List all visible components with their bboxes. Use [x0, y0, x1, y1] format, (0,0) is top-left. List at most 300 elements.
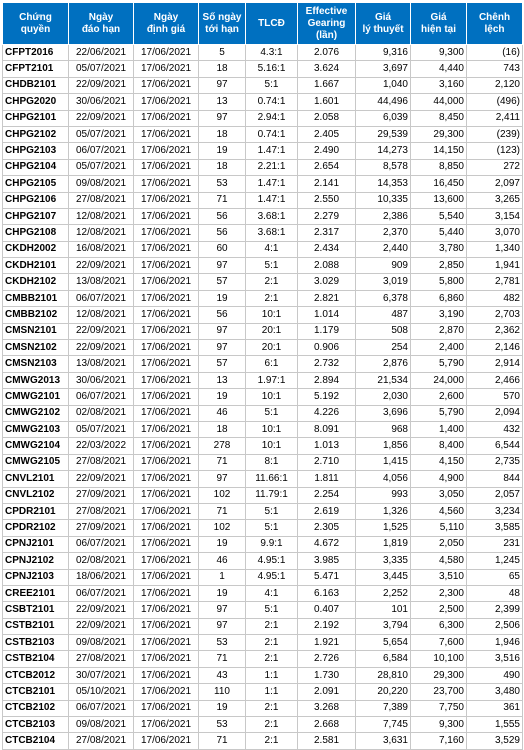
- cell-effective-gearing: 0.407: [298, 602, 356, 618]
- cell-effective-gearing: 1.014: [298, 307, 356, 323]
- table-row: [3, 684, 523, 700]
- cell-effective-gearing: 2.058: [298, 110, 356, 126]
- cell-days-to-maturity: 97: [199, 618, 246, 634]
- table-row: [3, 94, 523, 110]
- cell-difference: 3,154: [467, 208, 523, 224]
- cell-maturity-date: 30/06/2021: [69, 94, 134, 110]
- cell-conversion-ratio: 2:1: [246, 700, 298, 716]
- cell-conversion-ratio: 2:1: [246, 733, 298, 749]
- cell-conversion-ratio: 0.74:1: [246, 94, 298, 110]
- cell-warrant-code: CFPT2101: [3, 61, 69, 77]
- cell-theoretical-price: 8,578: [356, 159, 411, 175]
- cell-current-price: 2,400: [411, 340, 467, 356]
- cell-conversion-ratio: 11.66:1: [246, 471, 298, 487]
- cell-effective-gearing: 4.672: [298, 536, 356, 552]
- cell-conversion-ratio: 1.47:1: [246, 192, 298, 208]
- cell-effective-gearing: 3.624: [298, 61, 356, 77]
- cell-effective-gearing: 2.654: [298, 159, 356, 175]
- cell-warrant-code: CHDB2101: [3, 77, 69, 93]
- cell-days-to-maturity: 53: [199, 717, 246, 733]
- cell-maturity-date: 27/08/2021: [69, 454, 134, 470]
- cell-warrant-code: CHPG2106: [3, 192, 69, 208]
- cell-valuation-date: 17/06/2021: [134, 667, 199, 683]
- cell-warrant-code: CMWG2013: [3, 372, 69, 388]
- cell-difference: 2,781: [467, 274, 523, 290]
- cell-effective-gearing: 3.985: [298, 553, 356, 569]
- cell-current-price: 7,750: [411, 700, 467, 716]
- cell-theoretical-price: 1,525: [356, 520, 411, 536]
- cell-valuation-date: 17/06/2021: [134, 258, 199, 274]
- cell-difference: 3,070: [467, 225, 523, 241]
- cell-warrant-code: CTCB2012: [3, 667, 69, 683]
- table-row: [3, 717, 523, 733]
- cell-maturity-date: 27/08/2021: [69, 651, 134, 667]
- cell-current-price: 24,000: [411, 372, 467, 388]
- cell-current-price: 29,300: [411, 126, 467, 142]
- cell-warrant-code: CPNJ2102: [3, 553, 69, 569]
- cell-theoretical-price: 6,584: [356, 651, 411, 667]
- cell-effective-gearing: 2.710: [298, 454, 356, 470]
- cell-difference: (16): [467, 45, 523, 61]
- cell-current-price: 8,850: [411, 159, 467, 175]
- cell-days-to-maturity: 13: [199, 94, 246, 110]
- cell-current-price: 1,400: [411, 421, 467, 437]
- cell-warrant-code: CMSN2101: [3, 323, 69, 339]
- cell-effective-gearing: 5.471: [298, 569, 356, 585]
- cell-maturity-date: 27/08/2021: [69, 192, 134, 208]
- cell-valuation-date: 17/06/2021: [134, 356, 199, 372]
- header-current-price: Giá hiện tại: [411, 3, 467, 45]
- cell-theoretical-price: 3,019: [356, 274, 411, 290]
- cell-theoretical-price: 1,819: [356, 536, 411, 552]
- cell-days-to-maturity: 18: [199, 61, 246, 77]
- warrant-table-body: [3, 45, 523, 750]
- cell-effective-gearing: 2.254: [298, 487, 356, 503]
- cell-effective-gearing: 2.192: [298, 618, 356, 634]
- table-row: [3, 192, 523, 208]
- cell-maturity-date: 09/08/2021: [69, 176, 134, 192]
- cell-days-to-maturity: 46: [199, 553, 246, 569]
- table-row: [3, 651, 523, 667]
- cell-days-to-maturity: 19: [199, 585, 246, 601]
- cell-current-price: 9,300: [411, 45, 467, 61]
- cell-difference: 1,340: [467, 241, 523, 257]
- table-row: [3, 585, 523, 601]
- cell-current-price: 2,500: [411, 602, 467, 618]
- cell-days-to-maturity: 53: [199, 176, 246, 192]
- table-row: [3, 372, 523, 388]
- cell-warrant-code: CHPG2020: [3, 94, 69, 110]
- cell-maturity-date: 12/08/2021: [69, 208, 134, 224]
- cell-difference: 482: [467, 290, 523, 306]
- cell-difference: 432: [467, 421, 523, 437]
- cell-effective-gearing: 1.601: [298, 94, 356, 110]
- cell-current-price: 4,440: [411, 61, 467, 77]
- cell-days-to-maturity: 97: [199, 258, 246, 274]
- cell-theoretical-price: 14,353: [356, 176, 411, 192]
- cell-days-to-maturity: 71: [199, 503, 246, 519]
- cell-conversion-ratio: 5:1: [246, 405, 298, 421]
- cell-days-to-maturity: 46: [199, 405, 246, 421]
- cell-maturity-date: 13/08/2021: [69, 356, 134, 372]
- table-row: [3, 110, 523, 126]
- cell-valuation-date: 17/06/2021: [134, 405, 199, 421]
- table-row: [3, 618, 523, 634]
- cell-difference: (239): [467, 126, 523, 142]
- cell-valuation-date: 17/06/2021: [134, 126, 199, 142]
- table-row: [3, 241, 523, 257]
- cell-theoretical-price: 3,697: [356, 61, 411, 77]
- cell-valuation-date: 17/06/2021: [134, 602, 199, 618]
- cell-valuation-date: 17/06/2021: [134, 438, 199, 454]
- cell-theoretical-price: 5,654: [356, 635, 411, 651]
- cell-difference: 743: [467, 61, 523, 77]
- table-row: [3, 602, 523, 618]
- cell-conversion-ratio: 1.47:1: [246, 143, 298, 159]
- table-row: [3, 503, 523, 519]
- cell-current-price: 9,300: [411, 717, 467, 733]
- cell-theoretical-price: 2,030: [356, 389, 411, 405]
- cell-difference: 3,529: [467, 733, 523, 749]
- cell-effective-gearing: 2.405: [298, 126, 356, 142]
- cell-theoretical-price: 14,273: [356, 143, 411, 159]
- cell-theoretical-price: 3,794: [356, 618, 411, 634]
- cell-maturity-date: 09/08/2021: [69, 635, 134, 651]
- cell-effective-gearing: 2.726: [298, 651, 356, 667]
- cell-effective-gearing: 2.317: [298, 225, 356, 241]
- cell-conversion-ratio: 1:1: [246, 667, 298, 683]
- cell-current-price: 2,850: [411, 258, 467, 274]
- cell-warrant-code: CKDH2102: [3, 274, 69, 290]
- cell-warrant-code: CPNJ2103: [3, 569, 69, 585]
- cell-current-price: 2,870: [411, 323, 467, 339]
- cell-difference: 2,703: [467, 307, 523, 323]
- cell-effective-gearing: 1.921: [298, 635, 356, 651]
- cell-warrant-code: CHPG2105: [3, 176, 69, 192]
- cell-maturity-date: 06/07/2021: [69, 389, 134, 405]
- table-row: [3, 405, 523, 421]
- table-row: [3, 421, 523, 437]
- cell-theoretical-price: 6,039: [356, 110, 411, 126]
- cell-effective-gearing: 3.268: [298, 700, 356, 716]
- cell-maturity-date: 22/09/2021: [69, 471, 134, 487]
- cell-days-to-maturity: 57: [199, 356, 246, 372]
- cell-difference: 1,946: [467, 635, 523, 651]
- table-row: [3, 61, 523, 77]
- cell-theoretical-price: 3,696: [356, 405, 411, 421]
- cell-difference: 361: [467, 700, 523, 716]
- cell-valuation-date: 17/06/2021: [134, 77, 199, 93]
- table-row: [3, 553, 523, 569]
- cell-valuation-date: 17/06/2021: [134, 159, 199, 175]
- cell-difference: 2,914: [467, 356, 523, 372]
- cell-maturity-date: 22/09/2021: [69, 258, 134, 274]
- cell-maturity-date: 18/06/2021: [69, 569, 134, 585]
- table-row: [3, 487, 523, 503]
- cell-valuation-date: 17/06/2021: [134, 61, 199, 77]
- cell-warrant-code: CKDH2101: [3, 258, 69, 274]
- cell-current-price: 5,790: [411, 356, 467, 372]
- cell-maturity-date: 30/07/2021: [69, 667, 134, 683]
- cell-maturity-date: 06/07/2021: [69, 143, 134, 159]
- cell-warrant-code: CMWG2102: [3, 405, 69, 421]
- warrant-table: [2, 2, 523, 750]
- cell-days-to-maturity: 97: [199, 323, 246, 339]
- cell-maturity-date: 16/08/2021: [69, 241, 134, 257]
- cell-theoretical-price: 7,745: [356, 717, 411, 733]
- cell-difference: 3,265: [467, 192, 523, 208]
- cell-conversion-ratio: 11.79:1: [246, 487, 298, 503]
- cell-maturity-date: 06/07/2021: [69, 700, 134, 716]
- cell-maturity-date: 22/06/2021: [69, 45, 134, 61]
- cell-warrant-code: CNVL2102: [3, 487, 69, 503]
- table-row: [3, 569, 523, 585]
- cell-current-price: 6,300: [411, 618, 467, 634]
- cell-effective-gearing: 4.226: [298, 405, 356, 421]
- cell-current-price: 4,560: [411, 503, 467, 519]
- cell-conversion-ratio: 3.68:1: [246, 225, 298, 241]
- cell-difference: 2,466: [467, 372, 523, 388]
- cell-difference: 2,362: [467, 323, 523, 339]
- cell-conversion-ratio: 2:1: [246, 618, 298, 634]
- cell-valuation-date: 17/06/2021: [134, 176, 199, 192]
- cell-effective-gearing: 2.091: [298, 684, 356, 700]
- cell-warrant-code: CMWG2105: [3, 454, 69, 470]
- cell-current-price: 3,780: [411, 241, 467, 257]
- cell-difference: 1,555: [467, 717, 523, 733]
- cell-days-to-maturity: 18: [199, 159, 246, 175]
- cell-warrant-code: CHPG2108: [3, 225, 69, 241]
- cell-theoretical-price: 28,810: [356, 667, 411, 683]
- cell-conversion-ratio: 2:1: [246, 651, 298, 667]
- table-row: [3, 45, 523, 61]
- cell-days-to-maturity: 97: [199, 602, 246, 618]
- cell-valuation-date: 17/06/2021: [134, 241, 199, 257]
- cell-effective-gearing: 8.091: [298, 421, 356, 437]
- cell-current-price: 7,160: [411, 733, 467, 749]
- cell-warrant-code: CMBB2102: [3, 307, 69, 323]
- table-row: [3, 274, 523, 290]
- table-row: [3, 258, 523, 274]
- cell-difference: 490: [467, 667, 523, 683]
- cell-warrant-code: CPDR2102: [3, 520, 69, 536]
- cell-difference: 1,941: [467, 258, 523, 274]
- cell-valuation-date: 17/06/2021: [134, 618, 199, 634]
- cell-effective-gearing: 1.730: [298, 667, 356, 683]
- cell-days-to-maturity: 71: [199, 651, 246, 667]
- header-theoretical-price: Giá lý thuyết: [356, 3, 411, 45]
- cell-effective-gearing: 6.163: [298, 585, 356, 601]
- cell-valuation-date: 17/06/2021: [134, 553, 199, 569]
- cell-maturity-date: 12/08/2021: [69, 225, 134, 241]
- cell-current-price: 2,050: [411, 536, 467, 552]
- cell-conversion-ratio: 8:1: [246, 454, 298, 470]
- cell-days-to-maturity: 19: [199, 143, 246, 159]
- cell-theoretical-price: 2,386: [356, 208, 411, 224]
- cell-days-to-maturity: 56: [199, 208, 246, 224]
- cell-current-price: 4,900: [411, 471, 467, 487]
- header-maturity-date: Ngày đáo hạn: [69, 3, 134, 45]
- cell-conversion-ratio: 4:1: [246, 241, 298, 257]
- cell-maturity-date: 27/08/2021: [69, 733, 134, 749]
- cell-conversion-ratio: 1.97:1: [246, 372, 298, 388]
- cell-valuation-date: 17/06/2021: [134, 733, 199, 749]
- cell-current-price: 16,450: [411, 176, 467, 192]
- cell-valuation-date: 17/06/2021: [134, 94, 199, 110]
- cell-difference: 6,544: [467, 438, 523, 454]
- cell-theoretical-price: 968: [356, 421, 411, 437]
- cell-valuation-date: 17/06/2021: [134, 684, 199, 700]
- cell-days-to-maturity: 43: [199, 667, 246, 683]
- cell-theoretical-price: 508: [356, 323, 411, 339]
- table-row: [3, 340, 523, 356]
- cell-maturity-date: 22/09/2021: [69, 77, 134, 93]
- cell-days-to-maturity: 13: [199, 372, 246, 388]
- cell-theoretical-price: 9,316: [356, 45, 411, 61]
- cell-warrant-code: CMSN2103: [3, 356, 69, 372]
- cell-conversion-ratio: 1.47:1: [246, 176, 298, 192]
- cell-maturity-date: 13/08/2021: [69, 274, 134, 290]
- cell-valuation-date: 17/06/2021: [134, 389, 199, 405]
- cell-current-price: 5,540: [411, 208, 467, 224]
- cell-difference: (123): [467, 143, 523, 159]
- cell-days-to-maturity: 97: [199, 77, 246, 93]
- cell-conversion-ratio: 10:1: [246, 389, 298, 405]
- cell-maturity-date: 06/07/2021: [69, 290, 134, 306]
- cell-difference: 2,146: [467, 340, 523, 356]
- cell-current-price: 4,150: [411, 454, 467, 470]
- cell-days-to-maturity: 18: [199, 126, 246, 142]
- cell-difference: 2,094: [467, 405, 523, 421]
- cell-effective-gearing: 2.279: [298, 208, 356, 224]
- cell-days-to-maturity: 102: [199, 520, 246, 536]
- cell-theoretical-price: 20,220: [356, 684, 411, 700]
- warrant-table-container: [2, 2, 523, 750]
- header-difference: Chênh lệch: [467, 3, 523, 45]
- cell-conversion-ratio: 5:1: [246, 602, 298, 618]
- cell-conversion-ratio: 4:1: [246, 585, 298, 601]
- cell-conversion-ratio: 0.74:1: [246, 126, 298, 142]
- table-row: [3, 126, 523, 142]
- cell-current-price: 6,860: [411, 290, 467, 306]
- cell-effective-gearing: 0.906: [298, 340, 356, 356]
- table-row: [3, 733, 523, 749]
- cell-difference: 2,399: [467, 602, 523, 618]
- cell-effective-gearing: 3.029: [298, 274, 356, 290]
- cell-theoretical-price: 909: [356, 258, 411, 274]
- cell-theoretical-price: 44,496: [356, 94, 411, 110]
- cell-days-to-maturity: 19: [199, 389, 246, 405]
- cell-current-price: 2,300: [411, 585, 467, 601]
- cell-warrant-code: CHPG2102: [3, 126, 69, 142]
- cell-theoretical-price: 487: [356, 307, 411, 323]
- cell-days-to-maturity: 71: [199, 454, 246, 470]
- cell-warrant-code: CMWG2103: [3, 421, 69, 437]
- cell-days-to-maturity: 19: [199, 536, 246, 552]
- cell-maturity-date: 12/08/2021: [69, 307, 134, 323]
- cell-difference: 844: [467, 471, 523, 487]
- cell-difference: 2,057: [467, 487, 523, 503]
- cell-theoretical-price: 1,326: [356, 503, 411, 519]
- cell-effective-gearing: 1.179: [298, 323, 356, 339]
- cell-difference: 2,120: [467, 77, 523, 93]
- cell-maturity-date: 05/07/2021: [69, 421, 134, 437]
- cell-current-price: 10,100: [411, 651, 467, 667]
- cell-difference: 65: [467, 569, 523, 585]
- cell-maturity-date: 22/09/2021: [69, 618, 134, 634]
- table-row: [3, 438, 523, 454]
- cell-theoretical-price: 7,389: [356, 700, 411, 716]
- cell-maturity-date: 05/07/2021: [69, 126, 134, 142]
- cell-current-price: 3,190: [411, 307, 467, 323]
- header-days-to-maturity: Số ngày tới hạn: [199, 3, 246, 45]
- cell-valuation-date: 17/06/2021: [134, 372, 199, 388]
- cell-difference: 2,735: [467, 454, 523, 470]
- cell-valuation-date: 17/06/2021: [134, 192, 199, 208]
- cell-conversion-ratio: 10:1: [246, 421, 298, 437]
- cell-days-to-maturity: 110: [199, 684, 246, 700]
- cell-warrant-code: CTCB2102: [3, 700, 69, 716]
- cell-theoretical-price: 254: [356, 340, 411, 356]
- cell-conversion-ratio: 9.9:1: [246, 536, 298, 552]
- table-row: [3, 520, 523, 536]
- cell-warrant-code: CTCB2103: [3, 717, 69, 733]
- cell-difference: 2,097: [467, 176, 523, 192]
- cell-days-to-maturity: 60: [199, 241, 246, 257]
- cell-conversion-ratio: 5:1: [246, 258, 298, 274]
- cell-theoretical-price: 3,335: [356, 553, 411, 569]
- cell-effective-gearing: 2.821: [298, 290, 356, 306]
- cell-warrant-code: CHPG2101: [3, 110, 69, 126]
- cell-conversion-ratio: 10:1: [246, 307, 298, 323]
- cell-warrant-code: CKDH2002: [3, 241, 69, 257]
- cell-maturity-date: 05/07/2021: [69, 159, 134, 175]
- cell-valuation-date: 17/06/2021: [134, 585, 199, 601]
- cell-difference: 2,411: [467, 110, 523, 126]
- cell-warrant-code: CHPG2107: [3, 208, 69, 224]
- cell-valuation-date: 17/06/2021: [134, 635, 199, 651]
- cell-warrant-code: CTCB2101: [3, 684, 69, 700]
- cell-theoretical-price: 101: [356, 602, 411, 618]
- cell-conversion-ratio: 4.95:1: [246, 569, 298, 585]
- cell-difference: 231: [467, 536, 523, 552]
- cell-theoretical-price: 21,534: [356, 372, 411, 388]
- table-row: [3, 159, 523, 175]
- table-row: [3, 389, 523, 405]
- cell-valuation-date: 17/06/2021: [134, 717, 199, 733]
- table-row: [3, 323, 523, 339]
- cell-valuation-date: 17/06/2021: [134, 454, 199, 470]
- cell-valuation-date: 17/06/2021: [134, 274, 199, 290]
- cell-valuation-date: 17/06/2021: [134, 225, 199, 241]
- header-warrant-code: Chứng quyền: [3, 3, 69, 45]
- cell-current-price: 8,400: [411, 438, 467, 454]
- cell-difference: 570: [467, 389, 523, 405]
- cell-effective-gearing: 2.490: [298, 143, 356, 159]
- cell-valuation-date: 17/06/2021: [134, 471, 199, 487]
- cell-difference: 1,245: [467, 553, 523, 569]
- cell-difference: 2,506: [467, 618, 523, 634]
- cell-current-price: 7,600: [411, 635, 467, 651]
- cell-conversion-ratio: 2.94:1: [246, 110, 298, 126]
- cell-conversion-ratio: 6:1: [246, 356, 298, 372]
- cell-warrant-code: CTCB2104: [3, 733, 69, 749]
- cell-maturity-date: 06/07/2021: [69, 536, 134, 552]
- cell-conversion-ratio: 5:1: [246, 520, 298, 536]
- cell-difference: 3,234: [467, 503, 523, 519]
- cell-warrant-code: CPDR2101: [3, 503, 69, 519]
- table-row: [3, 536, 523, 552]
